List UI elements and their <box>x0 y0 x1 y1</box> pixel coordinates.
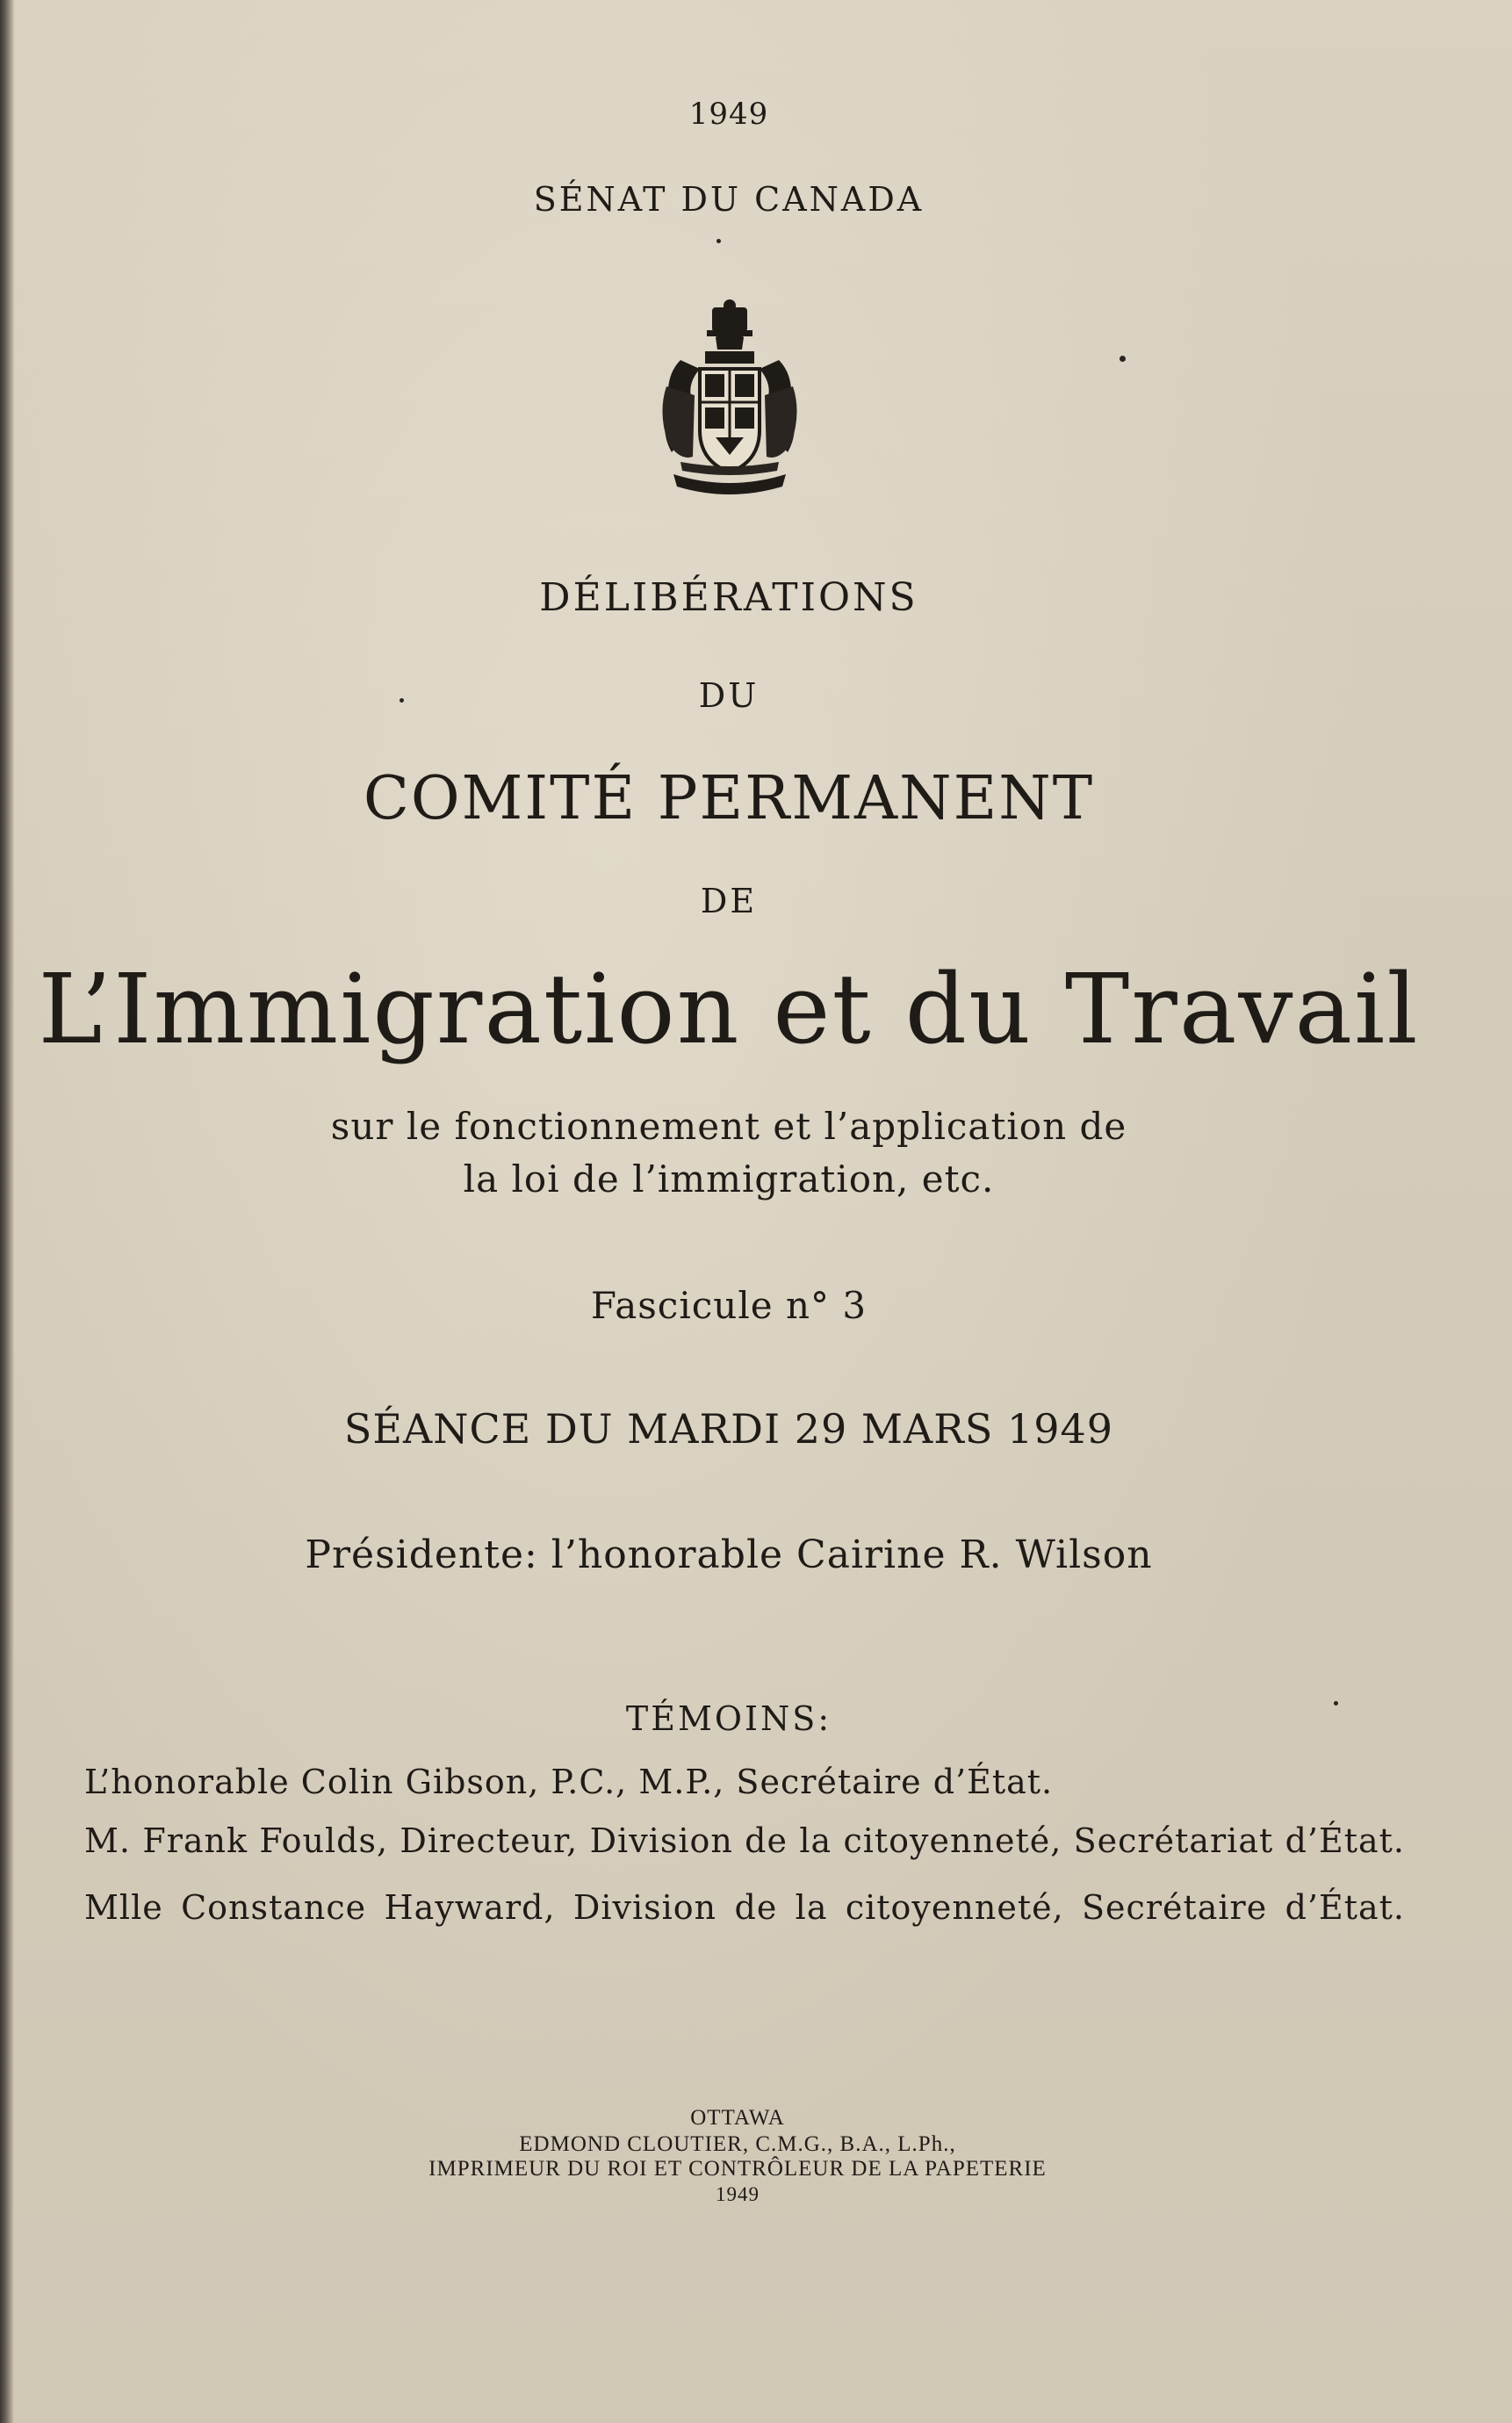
imprint-printer: EDMOND CLOUTIER, C.M.G., B.A., L.Ph., <box>519 2132 956 2156</box>
publication-year: 1949 <box>688 97 769 132</box>
witnesses-heading: TÉMOINS: <box>625 1699 832 1738</box>
issue-number: Fascicule n° 3 <box>590 1284 868 1327</box>
institution-name: SÉNAT DU CANADA <box>533 180 925 219</box>
title-deliberations: DÉLIBÉRATIONS <box>539 575 918 620</box>
subtitle-line-1: sur le fonctionnement et l’application de <box>330 1105 1127 1148</box>
imprint-role: IMPRIMEUR DU ROI ET CONTRÔLEUR DE LA PAPETERIE <box>428 2157 1047 2181</box>
paper-speck <box>1334 1701 1338 1705</box>
paper-speck <box>1120 356 1126 362</box>
witness-item: L’honorable Colin Gibson, P.C., M.P., Secrétaire d’État. <box>84 1763 1054 1801</box>
witness-item: M. Frank Foulds, Directeur, Division de la citoyenneté, Secrétariat d’État. <box>84 1821 1405 1860</box>
witness-item: Mlle Constance Hayward, Division de la citoyenneté, Secrétaire d’État. <box>84 1888 1405 1927</box>
title-du: DU <box>698 676 760 715</box>
paper-speck <box>400 698 404 703</box>
committee-chair: Présidente: l’honorable Cairine R. Wilson <box>305 1532 1153 1577</box>
book-binding-edge <box>0 0 14 2423</box>
session-date: SÉANCE DU MARDI 29 MARS 1949 <box>343 1405 1114 1453</box>
paper-speck <box>716 239 721 243</box>
subtitle-line-2: la loi de l’immigration, etc. <box>463 1157 995 1201</box>
canadian-coat-of-arms-icon <box>654 299 805 502</box>
imprint-city: OTTAWA <box>690 2106 785 2130</box>
main-title: L’Immigration et du Travail <box>38 953 1420 1065</box>
imprint-year: 1949 <box>716 2183 760 2205</box>
title-de: DE <box>700 882 758 920</box>
title-committee: COMITÉ PERMANENT <box>363 764 1095 833</box>
